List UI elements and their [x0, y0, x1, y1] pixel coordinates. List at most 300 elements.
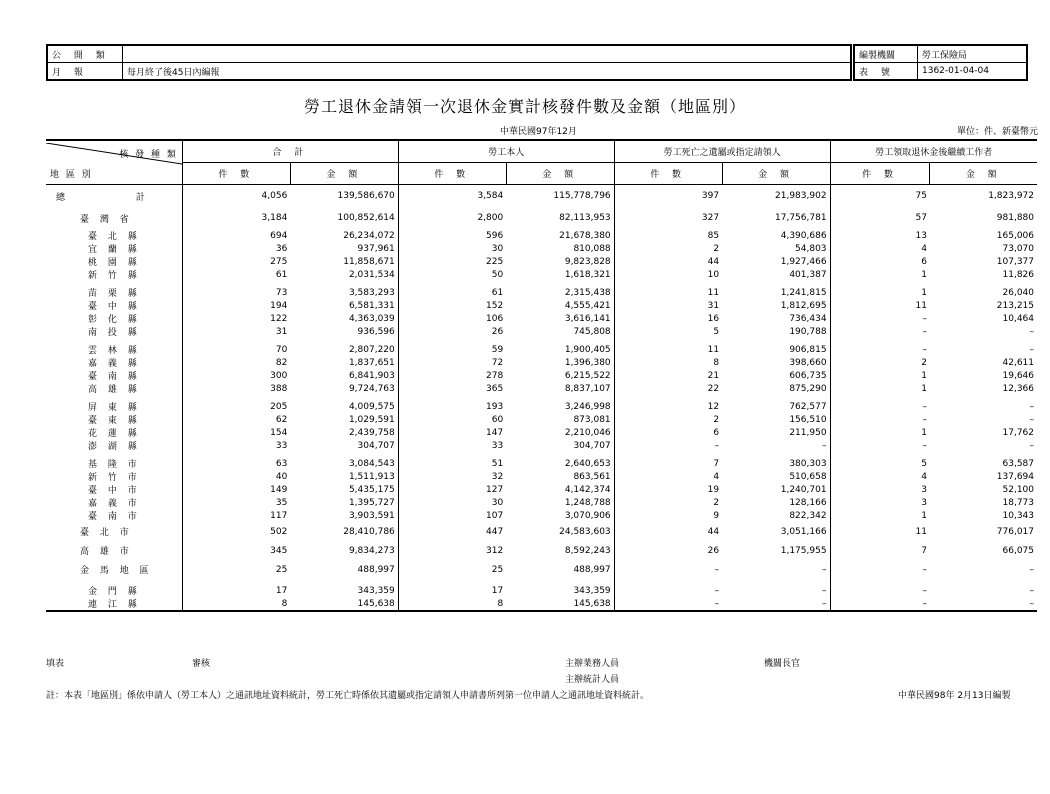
footer-business-officer: 主辦業務人員 [565, 659, 620, 669]
group-header-total: 合 計 [182, 140, 398, 163]
region-name: 嘉 義 市 [46, 496, 182, 509]
sub-header-count: 件 數 [182, 163, 290, 185]
table-row [46, 470, 1037, 483]
cell-count: 4 [614, 470, 722, 483]
cell-amount: 11,858,671 [343, 256, 395, 267]
header-left-label-1: 公 開 類 [47, 45, 123, 63]
cell-amount: – [822, 598, 827, 609]
cell-count: 61 [275, 269, 288, 280]
table-row [46, 299, 1037, 312]
cell-amount: 12,366 [1002, 383, 1034, 394]
cell-count: – [830, 579, 930, 597]
cell-amount: 3,616,141 [564, 313, 611, 324]
header-left-label-2: 月 報 [47, 63, 123, 81]
cell-count: 3,584 [398, 185, 506, 208]
cell-count: 205 [270, 401, 288, 412]
cell-count: 147 [398, 426, 506, 439]
cell-amount: 936,596 [357, 326, 395, 337]
cell-count: 1 [830, 426, 930, 439]
cell-count: 596 [398, 229, 506, 242]
report-period: 中華民國97年12月 [500, 127, 577, 137]
cell-count: 3,184 [261, 213, 288, 223]
region-name: 新 竹 市 [46, 470, 182, 483]
cell-amount: 304,707 [573, 440, 611, 451]
cell-count: 51 [398, 452, 506, 470]
header-right-box [853, 44, 1028, 81]
cell-count: 127 [398, 483, 506, 496]
group-header-continuing: 勞工領取退休金後繼續工作者 [830, 140, 1037, 163]
cell-count: 12 [614, 395, 722, 413]
cell-amount: 8,592,243 [564, 545, 611, 556]
table-row [46, 426, 1037, 439]
cell-count: 2 [614, 496, 722, 509]
table-corner-header [46, 140, 182, 185]
cell-count: 4 [830, 242, 930, 255]
cell-amount: 304,707 [357, 440, 395, 451]
table-row [46, 483, 1037, 496]
cell-count: 345 [270, 545, 288, 556]
cell-count: 33 [275, 440, 288, 451]
cell-count: 7 [830, 541, 930, 560]
cell-amount: 17,762 [1002, 427, 1034, 438]
cell-amount: 401,387 [789, 269, 827, 280]
header-right-value-1: 勞工保險局 [918, 45, 1028, 63]
table-row [46, 439, 1037, 452]
cell-count: 278 [398, 369, 506, 382]
cell-count: 26 [398, 325, 506, 338]
cell-amount: 8,837,107 [564, 383, 611, 394]
cell-amount: 1,396,380 [564, 357, 611, 368]
cell-count: 30 [398, 242, 506, 255]
cell-amount: 9,724,763 [348, 383, 395, 394]
cell-count: – [830, 395, 930, 413]
cell-amount: 1,618,321 [564, 269, 611, 280]
cell-amount: 9,823,828 [564, 256, 611, 267]
cell-amount: 1,837,651 [348, 357, 395, 368]
cell-amount: 63,587 [1002, 458, 1034, 469]
cell-count: 85 [614, 229, 722, 242]
cell-count: – [830, 560, 930, 579]
cell-count: 6 [830, 255, 930, 268]
cell-count: 4,056 [261, 191, 288, 201]
region-name: 高 雄 市 [46, 541, 182, 560]
cell-count: 59 [398, 338, 506, 356]
cell-amount: – [822, 585, 827, 596]
cell-count: 1 [830, 281, 930, 299]
cell-count: 62 [275, 414, 288, 425]
sub-header-amount: 金 額 [290, 163, 398, 185]
cell-count: 30 [398, 496, 506, 509]
cell-amount: 145,638 [573, 598, 611, 609]
cell-amount: 810,088 [573, 243, 611, 254]
cell-amount: 1,511,913 [348, 471, 395, 482]
cell-amount: – [1029, 585, 1034, 596]
cell-amount: 3,070,906 [564, 510, 611, 521]
region-name: 金 門 縣 [46, 579, 182, 597]
sub-header-count: 件 數 [398, 163, 506, 185]
cell-count: 11 [830, 299, 930, 312]
cell-count: 1 [830, 369, 930, 382]
sub-header-amount: 金 額 [930, 163, 1037, 185]
cell-amount: 107,377 [996, 256, 1034, 267]
cell-amount: 21,983,902 [775, 191, 827, 201]
cell-amount: – [1029, 401, 1034, 412]
cell-amount: 26,040 [1002, 287, 1034, 298]
cell-count: 193 [398, 395, 506, 413]
cell-count: 25 [398, 560, 506, 579]
cell-count: 7 [614, 452, 722, 470]
cell-amount: – [1029, 326, 1034, 337]
cell-amount: 213,215 [996, 300, 1034, 311]
cell-count: 3 [830, 496, 930, 509]
table-row [46, 268, 1037, 281]
region-name: 宜 蘭 縣 [46, 242, 182, 255]
cell-amount: 9,834,273 [348, 545, 395, 556]
region-name: 彰 化 縣 [46, 312, 182, 325]
cell-count: 17 [275, 585, 288, 596]
cell-count: 117 [270, 510, 288, 521]
cell-count: 60 [398, 413, 506, 426]
cell-amount: 398,660 [789, 357, 827, 368]
cell-amount: 1,240,701 [780, 484, 827, 495]
cell-count: 2 [830, 356, 930, 369]
table-row [46, 369, 1037, 382]
cell-amount: 2,640,653 [564, 458, 611, 469]
cell-amount: 139,586,670 [337, 191, 395, 201]
cell-amount: 776,017 [996, 526, 1034, 537]
cell-amount: 190,788 [789, 326, 827, 337]
cell-amount: 137,694 [996, 471, 1034, 482]
cell-count: 2,800 [398, 207, 506, 229]
cell-count: 327 [614, 207, 722, 229]
cell-amount: – [822, 564, 827, 575]
cell-count: 9 [614, 509, 722, 522]
cell-count: 40 [275, 471, 288, 482]
cell-amount: 1,029,591 [348, 414, 395, 425]
header-left-value-2: 每月終了後45日內編報 [123, 63, 852, 81]
cell-amount: 343,359 [573, 585, 611, 596]
cell-amount: 2,210,046 [564, 427, 611, 438]
sub-header-amount: 金 額 [506, 163, 614, 185]
cell-count: 31 [614, 299, 722, 312]
cell-count: – [830, 325, 930, 338]
cell-count: 300 [270, 370, 288, 381]
cell-amount: 606,735 [789, 370, 827, 381]
cell-amount: 906,815 [789, 344, 827, 355]
cell-amount: 26,234,072 [343, 230, 395, 241]
region-name: 基 隆 市 [46, 452, 182, 470]
cell-count: 11 [830, 522, 930, 541]
cell-count: 6 [614, 426, 722, 439]
cell-amount: 145,638 [357, 598, 395, 609]
cell-count: 152 [398, 299, 506, 312]
cell-count: 73 [275, 287, 288, 298]
cell-amount: 73,070 [1002, 243, 1034, 254]
cell-amount: 1,900,405 [564, 344, 611, 355]
cell-amount: 863,561 [573, 471, 611, 482]
cell-count: 2 [614, 413, 722, 426]
cell-amount: 10,464 [1002, 313, 1034, 324]
cell-count: 447 [398, 522, 506, 541]
cell-count: 25 [275, 564, 288, 575]
cell-amount: 11,826 [1002, 269, 1034, 280]
region-name: 臺 中 市 [46, 483, 182, 496]
header-left-box [46, 44, 852, 81]
cell-count: 10 [614, 268, 722, 281]
cell-amount: – [1029, 564, 1034, 575]
table-row [46, 541, 1037, 560]
cell-amount: 873,081 [573, 414, 611, 425]
region-name: 花 蓮 縣 [46, 426, 182, 439]
cell-amount: – [1029, 440, 1034, 451]
cell-count: 149 [270, 484, 288, 495]
cell-count: 388 [270, 383, 288, 394]
cell-amount: 3,583,293 [348, 287, 395, 298]
page-title: 勞工退休金請領一次退休金實計核發件數及金額（地區別） [303, 97, 746, 116]
cell-amount: 1,812,695 [780, 300, 827, 311]
statistics-table [46, 139, 1037, 612]
cell-amount: 3,084,543 [348, 458, 395, 469]
cell-count: 35 [275, 497, 288, 508]
table-row [46, 281, 1037, 299]
cell-amount: 17,756,781 [775, 213, 827, 223]
region-name: 桃 園 縣 [46, 255, 182, 268]
cell-count: 365 [398, 382, 506, 395]
table-row [46, 255, 1037, 268]
cell-count: 36 [275, 243, 288, 254]
cell-count: 8 [281, 598, 288, 609]
region-name: 南 投 縣 [46, 325, 182, 338]
cell-amount: 1,175,955 [780, 545, 827, 556]
cell-amount: 19,646 [1002, 370, 1034, 381]
cell-count: 106 [398, 312, 506, 325]
region-name: 金 馬 地 區 [46, 560, 182, 579]
cell-amount: 1,241,815 [780, 287, 827, 298]
cell-count: 194 [270, 300, 288, 311]
cell-count: 19 [614, 483, 722, 496]
cell-amount: 52,100 [1002, 484, 1034, 495]
cell-amount: 128,166 [789, 497, 827, 508]
cell-count: 44 [614, 522, 722, 541]
cell-count: – [830, 439, 930, 452]
table-row [46, 242, 1037, 255]
cell-count: 4 [830, 470, 930, 483]
table-row [46, 312, 1037, 325]
cell-amount: 875,290 [789, 383, 827, 394]
footer-agency-head: 機關長官 [764, 659, 801, 669]
table-row [46, 382, 1037, 395]
group-header-worker: 勞工本人 [398, 140, 614, 163]
cell-count: 70 [275, 344, 288, 355]
cell-amount: 82,113,953 [559, 213, 611, 223]
cell-amount: 4,142,374 [564, 484, 611, 495]
cell-count: 72 [398, 356, 506, 369]
cell-amount: 28,410,786 [343, 526, 395, 537]
footer-filled-by: 填表 [46, 659, 65, 669]
region-name: 總 計 [46, 185, 182, 208]
cell-count: 22 [614, 382, 722, 395]
cell-amount: 6,581,331 [348, 300, 395, 311]
sub-header-count: 件 數 [614, 163, 722, 185]
cell-count: 31 [275, 326, 288, 337]
cell-count: 16 [614, 312, 722, 325]
cell-amount: 822,342 [789, 510, 827, 521]
cell-amount: 736,434 [789, 313, 827, 324]
table-row [46, 509, 1037, 522]
header-right-value-2: 1362-01-04-04 [918, 63, 1028, 81]
cell-count: – [830, 312, 930, 325]
cell-count: 2 [614, 242, 722, 255]
cell-count: 13 [830, 229, 930, 242]
table-row [46, 597, 1037, 611]
cell-count: 1 [830, 509, 930, 522]
cell-count: 8 [398, 597, 506, 611]
cell-count: 8 [614, 356, 722, 369]
cell-amount: – [1029, 344, 1034, 355]
cell-amount: 5,435,175 [348, 484, 395, 495]
table-row [46, 185, 1037, 208]
table-row [46, 325, 1037, 338]
corner-header-bottom: 地 區 別 [50, 169, 93, 180]
cell-amount: 3,903,591 [348, 510, 395, 521]
cell-amount: 1,395,727 [348, 497, 395, 508]
cell-count: 3 [830, 483, 930, 496]
cell-count: 225 [398, 255, 506, 268]
cell-amount: 4,390,686 [780, 230, 827, 241]
cell-amount: 156,510 [789, 414, 827, 425]
cell-amount: 343,359 [357, 585, 395, 596]
region-name: 連 江 縣 [46, 597, 182, 611]
cell-amount: 488,997 [573, 564, 611, 575]
cell-amount: 4,555,421 [564, 300, 611, 311]
region-name: 高 雄 縣 [46, 382, 182, 395]
cell-amount: 42,611 [1002, 357, 1034, 368]
cell-amount: 100,852,614 [337, 213, 395, 223]
cell-count: 32 [398, 470, 506, 483]
unit-label: 單位：件、新臺幣元 [956, 127, 1038, 137]
cell-amount: 4,009,575 [348, 401, 395, 412]
cell-count: – [614, 579, 722, 597]
region-name: 臺 南 市 [46, 509, 182, 522]
table-body [46, 185, 1037, 612]
table-row [46, 229, 1037, 242]
table-row [46, 496, 1037, 509]
region-name: 雲 林 縣 [46, 338, 182, 356]
cell-count: – [614, 597, 722, 611]
table-row [46, 452, 1037, 470]
header-right-label-1: 編製機關 [854, 45, 918, 63]
cell-amount: 2,439,758 [348, 427, 395, 438]
footer-statistics-officer: 主辦統計人員 [565, 675, 620, 685]
cell-count: 107 [398, 509, 506, 522]
cell-count: 11 [614, 338, 722, 356]
cell-count: 1 [830, 268, 930, 281]
cell-amount: 2,031,534 [348, 269, 395, 280]
table-row [46, 395, 1037, 413]
cell-count: 1 [830, 382, 930, 395]
table-row [46, 338, 1037, 356]
cell-count: 5 [830, 452, 930, 470]
cell-amount: 66,075 [1002, 545, 1034, 556]
cell-count: 312 [398, 541, 506, 560]
cell-count: 44 [614, 255, 722, 268]
cell-count: 17 [398, 579, 506, 597]
region-name: 臺 北 縣 [46, 229, 182, 242]
cell-count: 82 [275, 357, 288, 368]
cell-amount: 3,246,998 [564, 401, 611, 412]
cell-count: – [830, 413, 930, 426]
region-name: 臺 南 縣 [46, 369, 182, 382]
cell-amount: 1,823,972 [988, 191, 1034, 201]
cell-count: 57 [830, 207, 930, 229]
cell-count: 5 [614, 325, 722, 338]
cell-amount: 10,343 [1002, 510, 1034, 521]
cell-amount: 510,658 [789, 471, 827, 482]
table-row [46, 560, 1037, 579]
cell-count: 61 [398, 281, 506, 299]
cell-amount: 211,950 [789, 427, 827, 438]
header-right-label-2: 表 號 [854, 63, 918, 81]
region-name: 澎 湖 縣 [46, 439, 182, 452]
table-row [46, 579, 1037, 597]
region-name: 臺 東 縣 [46, 413, 182, 426]
cell-amount: 2,315,438 [564, 287, 611, 298]
group-header-survivor: 勞工死亡之遺屬或指定請領人 [614, 140, 830, 163]
cell-count: 33 [398, 439, 506, 452]
cell-count: 75 [830, 185, 930, 208]
cell-amount: 937,961 [357, 243, 395, 254]
cell-amount: 18,773 [1002, 497, 1034, 508]
cell-amount: 6,215,522 [564, 370, 611, 381]
cell-count: – [614, 439, 722, 452]
cell-amount: 1,248,788 [564, 497, 611, 508]
cell-count: 122 [270, 313, 288, 324]
cell-amount: 380,303 [789, 458, 827, 469]
table-row [46, 207, 1037, 229]
cell-amount: 165,006 [996, 230, 1034, 241]
cell-amount: 981,880 [996, 213, 1034, 223]
cell-count: 50 [398, 268, 506, 281]
cell-count: – [614, 560, 722, 579]
region-name: 臺 中 縣 [46, 299, 182, 312]
footer-reviewer: 審核 [192, 659, 211, 669]
region-name: 苗 栗 縣 [46, 281, 182, 299]
footer-note: 註：本表「地區別」係依申請人（勞工本人）之通訊地址資料統計，勞工死亡時係依其遺屬或指定請領人申請書所列第一位申請人之通訊地址資料統計。 [46, 691, 650, 701]
cell-amount: 1,927,466 [780, 256, 827, 267]
cell-count: 694 [270, 230, 288, 241]
region-name: 臺 北 市 [46, 522, 182, 541]
cell-count: 397 [614, 185, 722, 208]
cell-count: 11 [614, 281, 722, 299]
cell-amount: 6,841,903 [348, 370, 395, 381]
corner-header-top: 核 發 種 類 [119, 149, 178, 160]
region-name: 屏 東 縣 [46, 395, 182, 413]
cell-count: 21 [614, 369, 722, 382]
cell-count: 502 [270, 526, 288, 537]
sub-header-amount: 金 額 [722, 163, 830, 185]
table-row [46, 356, 1037, 369]
cell-amount: 24,583,603 [559, 526, 611, 537]
region-name: 嘉 義 縣 [46, 356, 182, 369]
cell-count: 63 [275, 458, 288, 469]
cell-count: – [830, 338, 930, 356]
cell-amount: 2,807,220 [348, 344, 395, 355]
cell-count: 275 [270, 256, 288, 267]
cell-amount: 115,778,796 [553, 191, 611, 201]
cell-amount: 4,363,039 [348, 313, 395, 324]
cell-amount: 488,997 [357, 564, 395, 575]
cell-amount: 21,678,380 [559, 230, 611, 241]
